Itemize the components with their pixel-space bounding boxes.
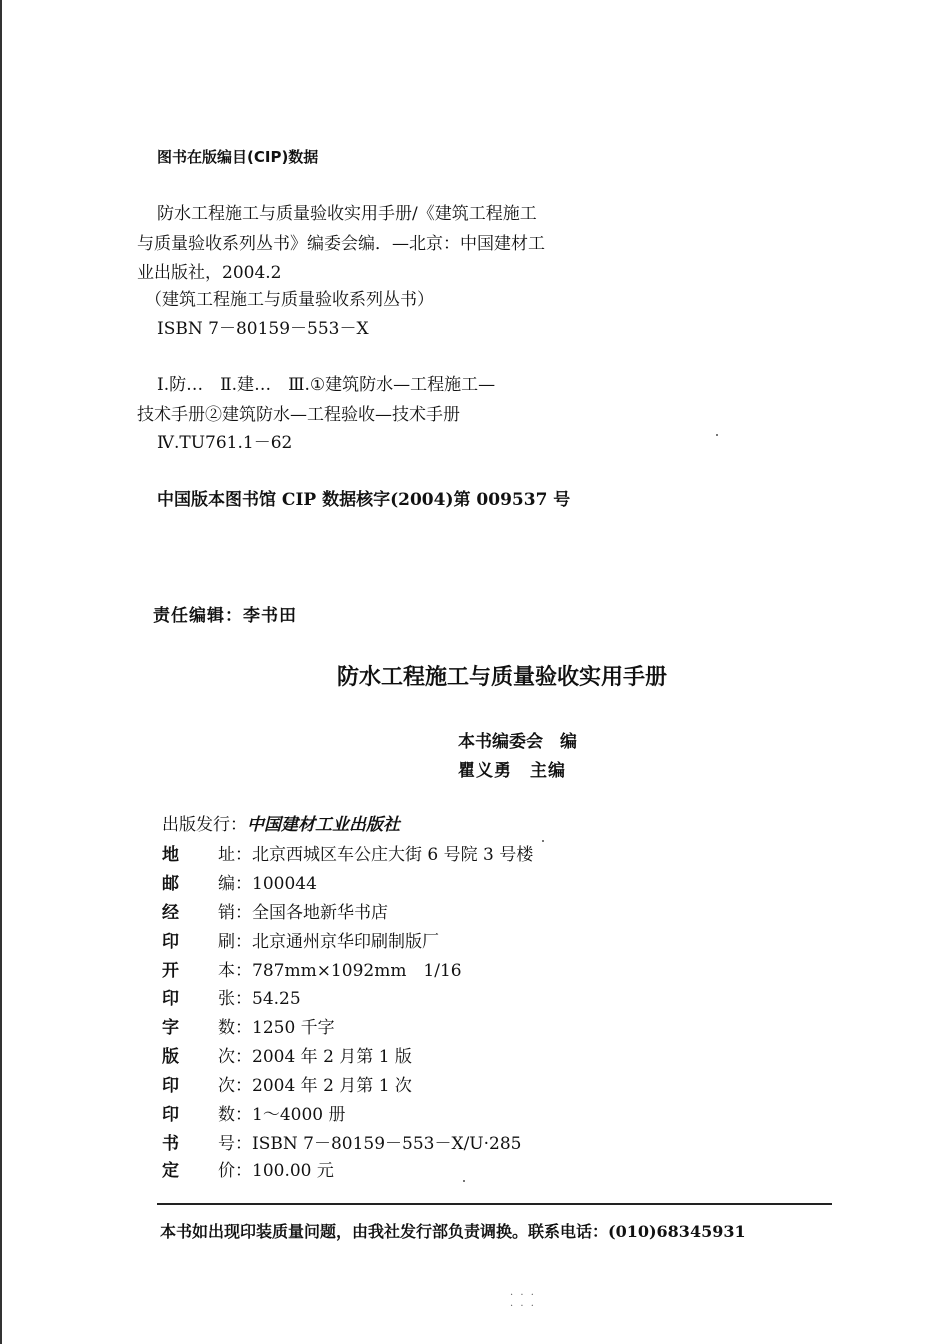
detail-value: 次：2004 年 2 月第 1 版 (218, 1047, 412, 1067)
detail-key: 地 (162, 845, 179, 865)
footer-notice: 本书如出现印装质量问题，由我社发行部负责调换。联系电话：(010)68345931 (160, 1222, 746, 1241)
detail-key: 印 (162, 932, 179, 952)
cip-subject-line1: Ⅰ.防… Ⅱ.建… Ⅲ.①建筑防水—工程施工— (157, 375, 496, 395)
detail-value: 张：54.25 (218, 989, 301, 1009)
detail-value: 数：1～4000 册 (218, 1105, 346, 1125)
detail-row (0, 989, 950, 1009)
scan-speck (542, 840, 544, 842)
detail-value: 编：100044 (218, 874, 317, 894)
detail-row (0, 1161, 950, 1181)
cip-isbn: ISBN 7－80159－553－X (157, 319, 369, 339)
cip-number: 中国版本图书馆 CIP 数据核字(2004)第 009537 号 (157, 490, 571, 510)
detail-value: 数：1250 千字 (218, 1018, 335, 1038)
cip-heading: 图书在版编目(CIP)数据 (157, 148, 319, 166)
publisher-name: 中国建材工业出版社 (247, 815, 400, 835)
book-chief-editor: 瞿义勇 主编 (458, 761, 566, 781)
cip-subject-line2: 技术手册②建筑防水—工程验收—技术手册 (137, 405, 460, 425)
detail-key: 书 (162, 1134, 179, 1154)
detail-key: 印 (162, 1076, 179, 1096)
detail-value: 号：ISBN 7－80159－553－X/U·285 (218, 1134, 522, 1154)
detail-value: 销：全国各地新华书店 (218, 903, 388, 923)
detail-row (0, 845, 950, 865)
cip-entry-line3: 业出版社，2004.2 (137, 263, 282, 283)
detail-key: 印 (162, 1105, 179, 1125)
detail-key: 开 (162, 961, 179, 981)
publisher-line (162, 815, 400, 835)
detail-value: 址：北京西城区车公庄大街 6 号院 3 号楼 (218, 845, 534, 865)
detail-value: 价：100.00 元 (218, 1161, 334, 1181)
responsible-editor: 责任编辑：李书田 (153, 606, 297, 626)
detail-row (0, 932, 950, 952)
detail-key: 邮 (162, 874, 179, 894)
detail-value: 刷：北京通州京华印刷制版厂 (218, 932, 439, 952)
detail-row (0, 903, 950, 923)
footer-divider (157, 1203, 832, 1205)
cip-entry-line1: 防水工程施工与质量验收实用手册/《建筑工程施工 (157, 204, 537, 224)
detail-row (0, 1047, 950, 1067)
detail-value: 本：787mm×1092mm 1/16 (218, 961, 462, 981)
book-title: 防水工程施工与质量验收实用手册 (337, 665, 668, 690)
detail-row (0, 1076, 950, 1096)
scan-specks: · · · · · · (510, 1290, 536, 1312)
scan-speck (463, 1180, 465, 1182)
cip-classification: Ⅳ.TU761.1－62 (157, 433, 293, 453)
detail-value: 次：2004 年 2 月第 1 次 (218, 1076, 412, 1096)
scan-speck (716, 434, 718, 436)
detail-key: 经 (162, 903, 179, 923)
detail-row (0, 961, 950, 981)
book-compiler: 本书编委会 编 (458, 732, 577, 752)
cip-series: （建筑工程施工与质量验收系列丛书） (145, 290, 434, 310)
detail-key: 版 (162, 1047, 179, 1067)
detail-key: 字 (162, 1018, 179, 1038)
cip-entry-line2: 与质量验收系列丛书》编委会编．—北京：中国建材工 (137, 234, 545, 254)
detail-row (0, 1105, 950, 1125)
publisher-label: 出版发行： (162, 815, 247, 835)
detail-key: 印 (162, 989, 179, 1009)
detail-key: 定 (162, 1161, 179, 1181)
detail-row (0, 1018, 950, 1038)
detail-row (0, 874, 950, 894)
detail-row (0, 1134, 950, 1154)
